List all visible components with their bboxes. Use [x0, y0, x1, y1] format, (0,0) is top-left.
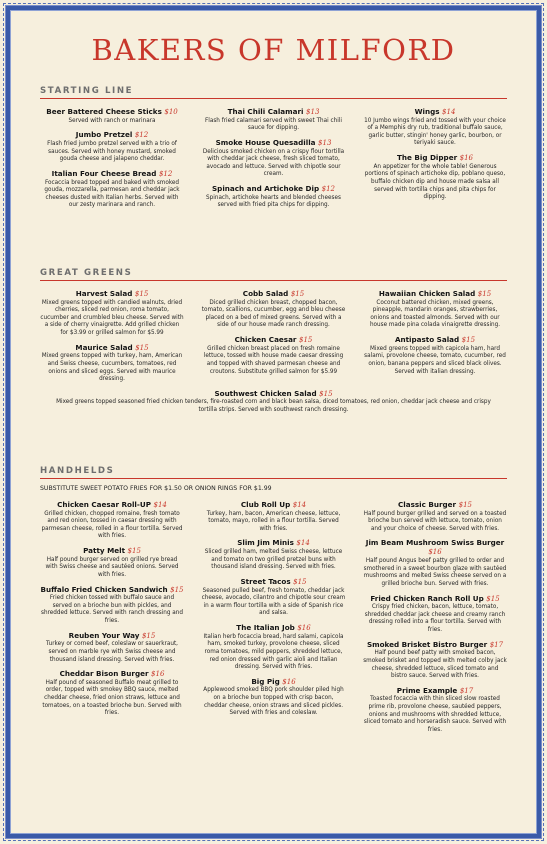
item-price: $16	[459, 154, 474, 163]
menu-item	[202, 500, 346, 533]
menu-item	[363, 500, 507, 533]
item-price: $16	[151, 670, 165, 679]
item-description: Fried chicken tossed with buffalo sauce and served on a brioche bun with pickles, and shredded lettuce. Served with ranch dressing and fries.	[41, 595, 183, 625]
menu-item	[202, 138, 346, 179]
menu-item	[40, 289, 184, 338]
item-description: Half pound burger served on grilled rye bread with Swiss cheese and sautéed onions. Served with fries.	[45, 556, 179, 578]
menu-item	[202, 623, 346, 672]
item-name: Jim Beam Mushroom Swiss Burger	[365, 538, 505, 548]
menu-item	[40, 169, 184, 210]
item-description: Mixed greens topped with turkey, ham, American and Swiss cheese, cucumbers, tomatoes, red onions and sliced eggs. Served with maurice dressing.	[41, 353, 183, 383]
section-great-greens	[40, 268, 507, 415]
item-price: $15	[135, 343, 149, 352]
item-price: $14	[292, 501, 307, 509]
item-price: $15	[461, 336, 476, 345]
item-name: Maurice Salad	[75, 342, 133, 352]
item-description: Turkey or corned beef, coleslaw or sauerkraut, served on marble rye with Swiss cheese and thousand island dressing. Served with fries.	[46, 641, 178, 663]
item-description: Italian herb focaccia bread, hard salami, capicola ham, smoked turkey, provolone cheese, sliced roma tomatoes, mild peppers, shredded lettuce, red onion dressed with garlic aioli and Italian dressing. Served with fries.	[203, 633, 344, 671]
menu-item	[363, 107, 507, 148]
menu-column	[363, 107, 507, 215]
menu-item	[40, 130, 184, 163]
item-description: Grilled chicken, chopped romaine, fresh tomato and red onion, tossed in caesar dressing with parmesan cheese, rolled in a flour tortilla. Served with fries.	[41, 510, 183, 540]
item-description: Half pound of seasoned Buffalo meat grilled to order, topped with smokey BBQ sauce, melted cheddar cheese, fried onion straws, lettuce and tomatoes, on a toasted brioche bun. Served with fries.	[42, 679, 182, 717]
item-name: Street Tacos	[240, 576, 291, 586]
menu-item	[363, 335, 507, 376]
item-price: $15	[134, 290, 149, 298]
item-name: Chicken Caesar Roll-UP	[57, 500, 151, 509]
menu-item	[363, 289, 507, 330]
menu-column	[363, 500, 507, 739]
menu-item	[363, 153, 507, 202]
item-description: Half pound beef patty with smoked bacon, smoked brisket and topped with melted colby jack cheese, shredded lettuce, sliced tomato and bistro sauce. Served with fries.	[363, 650, 507, 680]
item-price: $16	[297, 624, 311, 633]
item-description: Mixed greens topped seasoned fried chicken tenders, fire-roasted corn and black bean salsa, diced tomatoes, red onion, cheddar jack cheese and crispy tortilla strips. Served with southwest ranch dressing.	[56, 399, 491, 414]
item-price: $15	[486, 594, 500, 603]
item-name: Buffalo Fried Chicken Sandwich	[40, 584, 168, 594]
item-description: 10 Jumbo wings fried and tossed with your choice of a Memphis dry rub, traditional buffalo sauce, garlic butter, stingin' honey garlic, bourbon, or teriyaki sauce.	[364, 117, 506, 147]
menu-item-wide	[54, 389, 494, 415]
item-name: Antipasto Salad	[394, 335, 460, 345]
menu-item	[40, 107, 184, 125]
item-price: $17	[489, 640, 504, 649]
item-description: Diced grilled chicken breast, chopped bacon, tomato, scallions, cucumber, egg and bleu cheese placed on a bed of mixed greens. Served with a side of our house made ranch dressing.	[201, 299, 346, 329]
section-title: HANDHELDS	[40, 466, 507, 479]
item-price: $15	[299, 336, 313, 345]
menu-column	[40, 289, 184, 389]
item-name: Cobb Salad	[242, 289, 289, 298]
menu-item	[202, 184, 346, 210]
item-price: $14	[296, 539, 310, 548]
item-price: $17	[459, 686, 474, 695]
item-name: Prime Example	[396, 685, 458, 695]
item-name: Patty Melt	[83, 546, 126, 556]
item-price: $15	[170, 585, 184, 594]
section-title: STARTING LINE	[40, 86, 507, 99]
menu-item	[40, 669, 184, 718]
menu-item	[202, 577, 346, 618]
item-name: Italian Four Cheese Bread	[51, 168, 157, 178]
item-price: $15	[319, 389, 333, 398]
item-description: Flash fried jumbo pretzel served with a trio of sauces. Served with honey mustard, smoked gouda cheese and jalapeno cheddar.	[47, 141, 177, 163]
item-name: Thai Chili Calamari	[227, 107, 304, 116]
menu-item	[202, 538, 346, 571]
menu-item	[363, 538, 507, 588]
item-description: Mixed greens topped with candied walnuts, dried cherries, sliced red onion, roma tomato, cucumber and crumbled bleu cheese. Served with a side of cherry vinaigrette. Add grilled chicken for $3.99 or grilled salmon for $5.99	[40, 299, 184, 337]
item-price: $16	[282, 677, 296, 686]
item-name: Hawaiian Chicken Salad	[378, 289, 476, 298]
item-description: Spinach, artichoke hearts and blended cheeses served with fried pita chips for dipping.	[206, 194, 341, 209]
item-name: Harvest Salad	[75, 289, 133, 298]
item-name: Reuben Your Way	[68, 630, 140, 640]
item-description: Sliced grilled ham, melted Swiss cheese, lettuce and tomato on two grilled pretzel buns with thousand island dressing. Served with fries.	[204, 549, 343, 571]
menu-column	[40, 500, 184, 739]
section-columns	[40, 107, 507, 215]
item-price: $15	[477, 290, 492, 298]
item-description: Coconut battered chicken, mixed greens, pineapple, mandarin oranges, strawberries, onions and toasted almonds. Served with our house made pina colada vinaigrette dressing.	[369, 299, 501, 329]
item-price: $12	[134, 131, 149, 140]
item-price: $12	[321, 184, 335, 193]
menu-item	[40, 343, 184, 384]
section-handhelds	[40, 466, 507, 739]
item-name: Slim Jim Minis	[237, 538, 294, 548]
item-description: Crispy fried chicken, bacon, lettuce, tomato, shredded cheddar jack cheese and creamy ranch dressing rolled into a flour tortilla. Served with fries.	[364, 604, 506, 634]
menu-item	[363, 594, 507, 635]
item-name: Classic Burger	[398, 500, 457, 509]
item-description: An appetizer for the whole table! Generous portions of spinach artichoke dip, poblano queso, buffalo chicken dip and house made salsa all served with tortilla chips and pita chips for dipping.	[364, 163, 506, 201]
item-price: $16	[428, 548, 442, 557]
restaurant-title: BAKERS OF MILFORD	[91, 33, 456, 67]
item-name: Southwest Chicken Salad	[214, 388, 317, 398]
item-price: $15	[290, 290, 305, 298]
item-price: $10	[164, 108, 178, 116]
item-description: Delicious smoked chicken on a crispy flour tortilla with cheddar jack cheese, fresh sliced tomato, avocado and lettuce. Served with chipotle sour cream.	[202, 148, 345, 178]
menu-item	[40, 585, 184, 626]
item-name: Chicken Caesar	[234, 335, 297, 345]
menu-item	[40, 546, 184, 579]
item-description: Focaccia bread topped and baked with smoked gouda, mozzarella, parmesan and cheddar jack cheeses dusted with Italian herbs. Served with our zesty marinara and ranch.	[44, 179, 180, 209]
item-description: Half pound Angus beef patty grilled to order and smothered in a sweet bourbon glaze with sautéed mushrooms and melted Swiss cheese served on a grilled brioche bun. Served with fries.	[363, 558, 507, 587]
item-name: The Big Dipper	[396, 153, 458, 163]
menu-column	[202, 289, 346, 389]
item-name: Smoke House Quesadilla	[215, 137, 316, 147]
item-price: $13	[318, 138, 332, 147]
substitution-note: SUBSTITUTE SWEET POTATO FRIES FOR $1.50 OR ONION RINGS FOR $1.99	[40, 485, 272, 492]
menu-column	[202, 107, 346, 215]
section-columns	[40, 500, 507, 739]
item-description: Turkey, ham, bacon, American cheese, lettuce, tomato, mayo, rolled in a flour tortilla. Served with fries.	[206, 510, 341, 532]
item-description: Applewood smoked BBQ pork shoulder piled high on a brioche bun topped with crisp bacon, cheddar cheese, onion straws and sliced pickles. Served with fries and coleslaw.	[203, 687, 344, 717]
menu-column	[40, 107, 184, 215]
menu-item	[202, 289, 346, 330]
section-columns	[40, 289, 507, 389]
item-name: Smoked Brisket Bistro Burger	[366, 639, 488, 649]
item-name: Jumbo Pretzel	[75, 130, 133, 140]
item-description: Grilled chicken breast placed on fresh romaine lettuce, tossed with house made caesar dressing and topped with shaved parmesan cheese and croutons. Substitute grilled salmon for $5.99	[203, 345, 344, 375]
item-description: Seasoned pulled beef, fresh tomato, cheddar jack cheese, avocado, cilantro and chipotle sour cream in a warm flour tortilla with a side of Spanish rice and salsa.	[201, 587, 346, 617]
item-price: $14	[153, 501, 167, 509]
menu-column	[363, 289, 507, 389]
item-price: $12	[158, 169, 173, 178]
item-description: Served with ranch or marinara	[68, 117, 156, 124]
item-description: Half pound burger grilled and served on a toasted brioche bun served with lettuce, tomato, onion and your choice of cheese. Served with fries.	[363, 510, 507, 532]
item-name: Fried Chicken Ranch Roll Up	[370, 593, 484, 603]
item-name: Cheddar Bison Burger	[59, 669, 149, 679]
item-name: Spinach and Artichoke Dip	[212, 183, 320, 193]
menu-item	[363, 640, 507, 681]
menu-column	[202, 500, 346, 739]
item-name: Club Roll Up	[240, 500, 291, 509]
item-name: Beer Battered Cheese Sticks	[46, 107, 162, 116]
item-description: Toasted focaccia with thin sliced slow roasted prime rib, provolone cheese, sautéed peppers, onions and mushrooms with shredded lettuce, sliced tomato and horseradish sauce. Served with fries.	[363, 696, 507, 733]
item-price: $15	[293, 577, 307, 586]
menu-item	[40, 500, 184, 541]
item-name: The Italian Job	[236, 623, 295, 633]
item-price: $15	[458, 501, 472, 509]
item-price: $14	[442, 108, 456, 116]
item-description: Flash fried calamari served with sweet Thai chili sauce for dipping.	[204, 117, 342, 132]
item-name: Wings	[414, 107, 440, 116]
section-title: GREAT GREENS	[40, 268, 507, 281]
item-description: Mixed greens topped with capicola ham, hard salami, provolone cheese, tomato, cucumber, red onion, banana peppers and sliced black olives. Served with italian dressing.	[364, 345, 506, 375]
item-price: $13	[306, 108, 320, 116]
item-price: $15	[141, 631, 156, 640]
menu-item	[202, 335, 346, 376]
item-price: $15	[127, 547, 141, 556]
menu-item	[202, 677, 346, 718]
menu-item	[202, 107, 346, 133]
menu-item	[40, 631, 184, 664]
section-starting-line	[40, 86, 507, 215]
item-name: Big Pig	[251, 676, 280, 686]
menu-item	[363, 686, 507, 735]
